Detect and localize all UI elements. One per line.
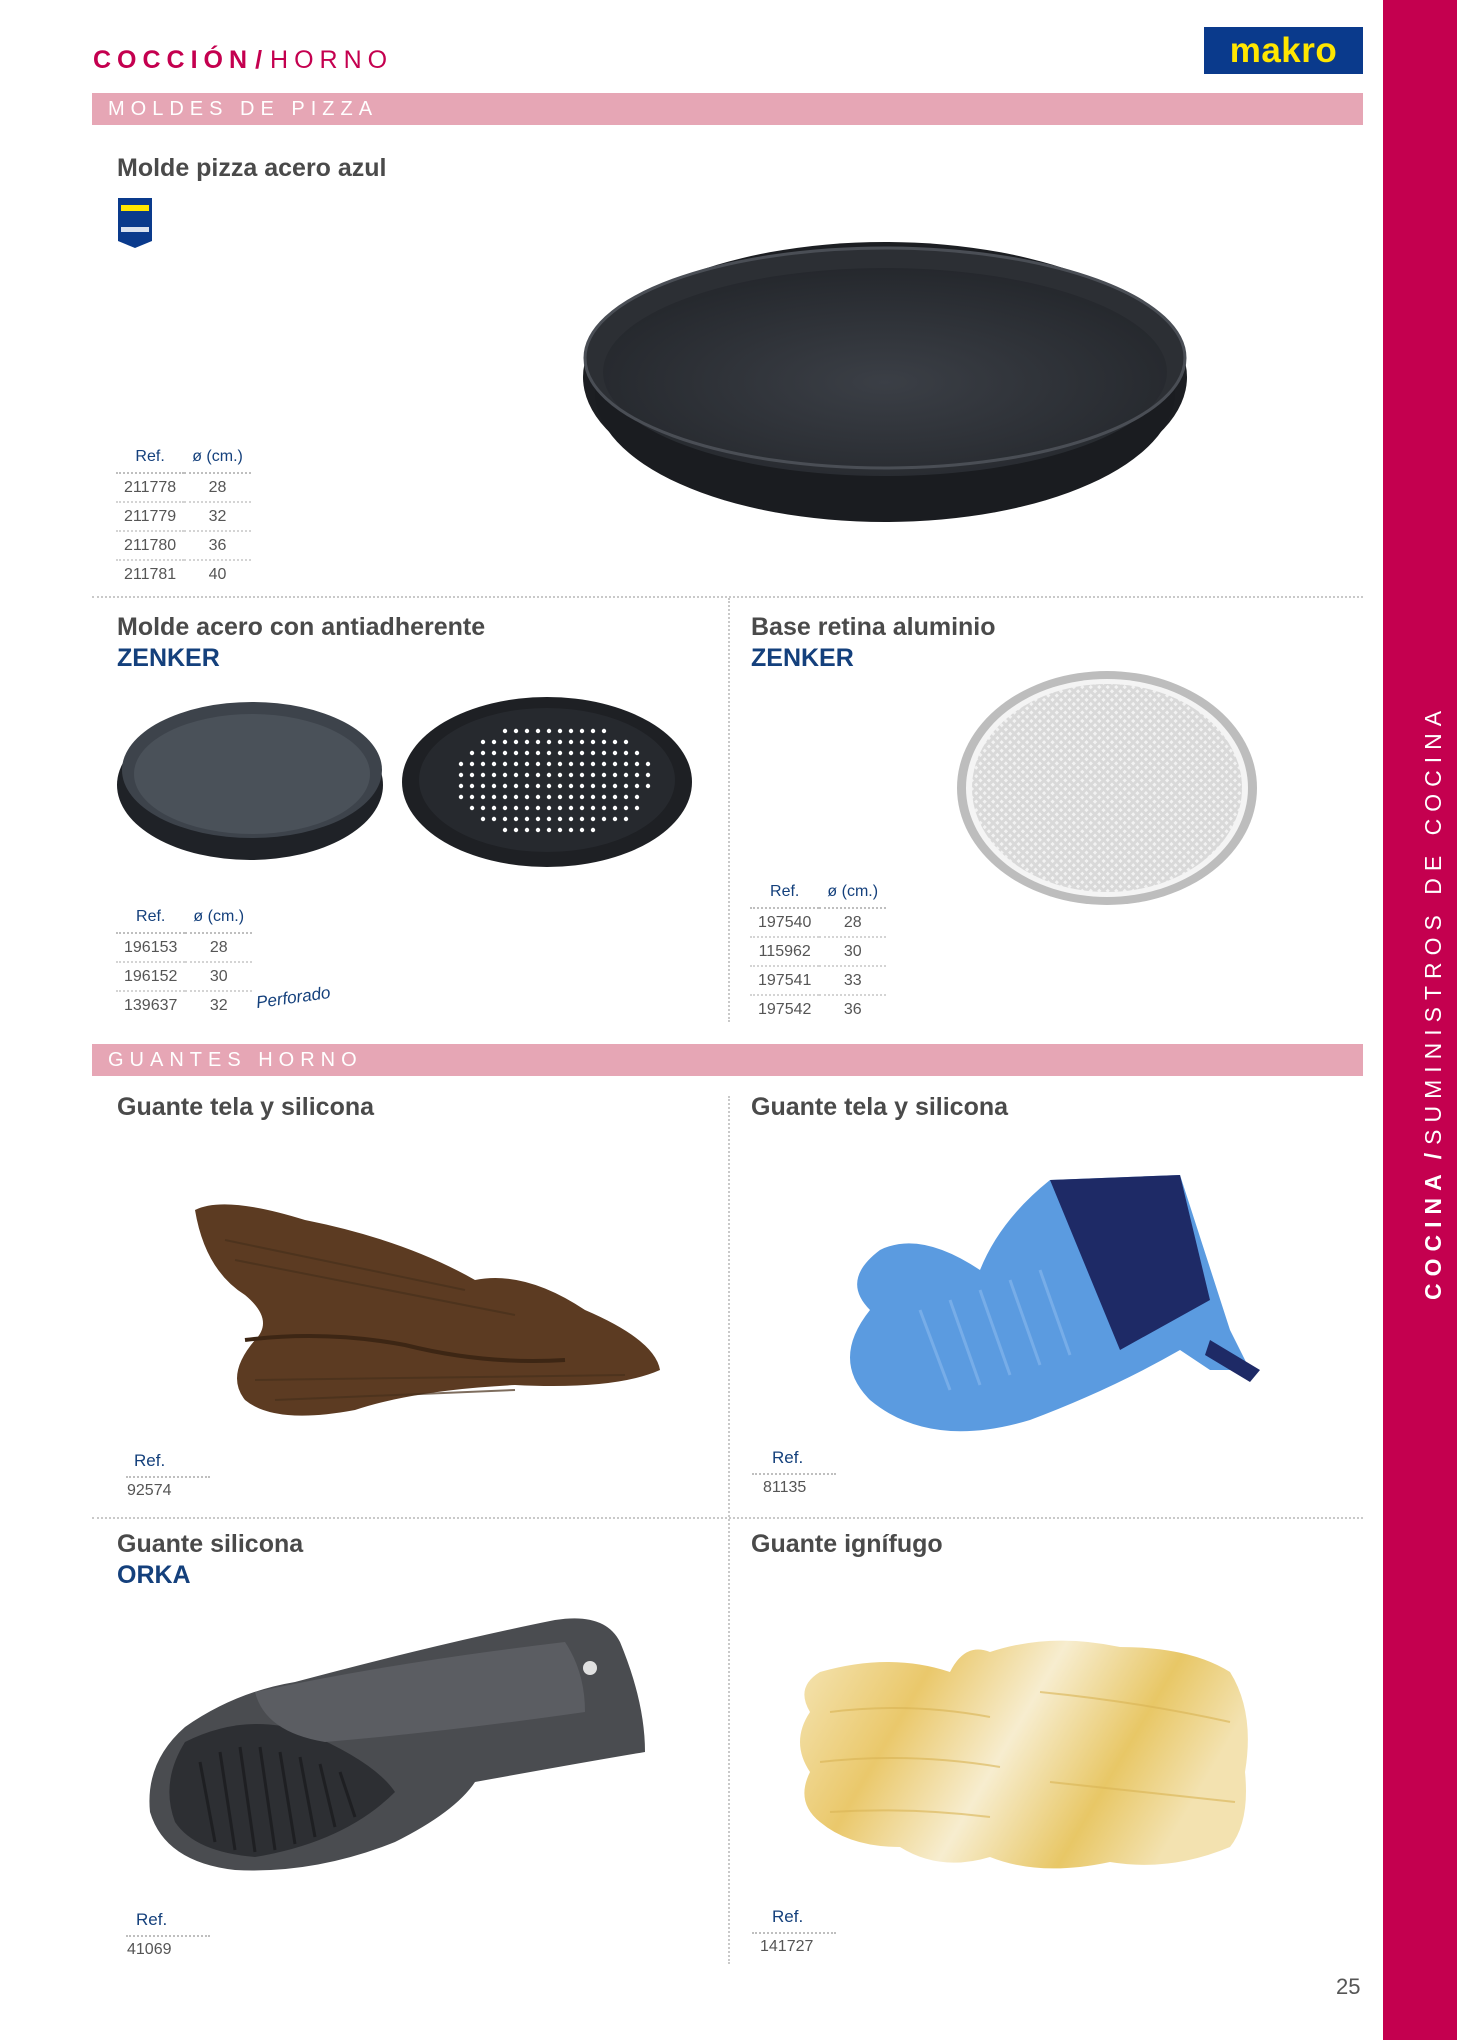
perforation-dot: [514, 729, 518, 733]
table-row: [116, 473, 251, 502]
perforation-dot: [580, 762, 584, 766]
side-bar-sub: SUMINISTROS DE COCINA: [1420, 703, 1446, 1145]
perforation-dot: [569, 806, 573, 810]
perforation-dot: [459, 784, 463, 788]
perforation-dot: [536, 751, 540, 755]
perforation-dot: [536, 740, 540, 744]
table-row: [116, 502, 251, 531]
perforation-dot: [624, 806, 628, 810]
col-diameter: ø (cm.): [819, 879, 886, 908]
divider: [126, 1935, 210, 1937]
perforation-dot: [536, 773, 540, 777]
perforation-dot: [525, 773, 529, 777]
perforation-dot: [503, 806, 507, 810]
perforation-dot: [646, 762, 650, 766]
perforation-dot: [569, 762, 573, 766]
perforation-dot: [602, 751, 606, 755]
ref-table-molde-antiadherente: [116, 904, 252, 1019]
perforation-dot: [503, 740, 507, 744]
perforation-dot: [492, 806, 496, 810]
perforation-dot: [580, 806, 584, 810]
perforation-dot: [580, 729, 584, 733]
product-title-molde-pizza: Molde pizza acero azul: [117, 154, 387, 182]
perforation-dot: [514, 817, 518, 821]
perforation-dot: [613, 784, 617, 788]
perforado-note: Perforado: [254, 982, 332, 1013]
perforation-dot: [481, 773, 485, 777]
perforation-dot: [558, 740, 562, 744]
perforation-dot: [547, 751, 551, 755]
side-bar-label: [1420, 704, 1447, 1300]
perforation-dot: [580, 784, 584, 788]
table-row: [750, 908, 886, 937]
perforation-dot: [613, 795, 617, 799]
diameter-cell: 40: [208, 565, 227, 583]
diameter-cell: 33: [819, 966, 886, 995]
perforation-dot: [580, 795, 584, 799]
perforation-dot: [580, 828, 584, 832]
perforation-dot: [536, 762, 540, 766]
perforation-dot: [481, 740, 485, 744]
perforation-dot: [635, 795, 639, 799]
product-title-base-retina: Base retina aluminio: [751, 613, 996, 641]
perforation-dot: [591, 828, 595, 832]
brand-zenker: ZENKER: [751, 644, 854, 672]
ref-label: Ref.: [772, 1448, 804, 1467]
ref-label: Ref.: [772, 1907, 804, 1926]
ref-cell: 196152: [116, 962, 185, 991]
product-title-guante-tela-2: Guante tela y silicona: [751, 1093, 1009, 1121]
perforation-dot: [580, 751, 584, 755]
product-title-guante-tela-1: Guante tela y silicona: [117, 1093, 375, 1121]
aluminium-screen-image: [955, 668, 1260, 908]
perforation-dot: [602, 762, 606, 766]
ref-value: 141727: [760, 1938, 814, 1955]
table-row: [116, 962, 252, 991]
perforation-dot: [558, 762, 562, 766]
perforation-dot: [481, 784, 485, 788]
perforation-dot: [536, 817, 540, 821]
perforation-dot: [569, 817, 573, 821]
perforation-dot: [591, 740, 595, 744]
perforation-dot: [514, 762, 518, 766]
ref-table-molde-pizza: [116, 444, 251, 588]
perforation-dot: [492, 795, 496, 799]
diameter-cell: 28: [819, 908, 886, 937]
perforation-dot: [613, 806, 617, 810]
perforation-dot: [591, 806, 595, 810]
brand-zenker: ZENKER: [117, 644, 220, 672]
table-row: [116, 991, 252, 1019]
perforation-dot: [624, 751, 628, 755]
perforation-dot: [635, 806, 639, 810]
perforation-dot: [646, 784, 650, 788]
perforation-dot: [503, 729, 507, 733]
brown-oven-mitt-image: [185, 1200, 665, 1425]
perforation-dot: [547, 817, 551, 821]
ref-cell: 211779: [116, 502, 184, 531]
ref-label: Ref.: [134, 1451, 166, 1470]
divider: [752, 1473, 836, 1475]
side-bar-main: COCINA: [1420, 1167, 1446, 1300]
perforation-dot: [602, 773, 606, 777]
blue-silicone-mitt-image: [810, 1160, 1330, 1460]
ref-cell: 211778: [116, 473, 184, 502]
perforation-dot: [569, 795, 573, 799]
perforation-dot: [558, 773, 562, 777]
perforation-dot: [591, 773, 595, 777]
section-band-pizza: MOLDES DE PIZZA: [92, 93, 1363, 125]
perforation-dot: [547, 740, 551, 744]
perforation-dot: [635, 773, 639, 777]
perforation-dot: [591, 817, 595, 821]
perforation-dot: [514, 784, 518, 788]
product-title-molde-antiadherente: Molde acero con antiadherente: [117, 613, 486, 641]
perforation-dot: [481, 817, 485, 821]
perforation-dot: [613, 751, 617, 755]
perforation-dot: [470, 762, 474, 766]
table-row: [116, 531, 251, 560]
perforation-dot: [558, 729, 562, 733]
col-ref: Ref.: [116, 444, 184, 473]
perforation-dot: [558, 795, 562, 799]
perforation-dot: [514, 740, 518, 744]
perforation-dot: [503, 773, 507, 777]
section-band-gloves: GUANTES HORNO: [92, 1044, 1363, 1076]
perforation-dot: [459, 795, 463, 799]
perforation-dot: [536, 784, 540, 788]
perforation-dot: [470, 773, 474, 777]
heading-category: COCCIÓN: [93, 46, 254, 74]
perforation-dot: [635, 762, 639, 766]
ref-cell: 197542: [758, 1000, 812, 1018]
perforation-dot: [613, 773, 617, 777]
perforation-dot: [624, 817, 628, 821]
perforation-dot: [558, 806, 562, 810]
perforation-dot: [503, 762, 507, 766]
table-row: [750, 995, 886, 1023]
heat-resistant-glove-image: [790, 1632, 1255, 1882]
perforation-dot: [481, 762, 485, 766]
table-row: [750, 966, 886, 995]
perforation-dot: [602, 729, 606, 733]
ref-cell: 197541: [750, 966, 819, 995]
ref-table-base-retina: [750, 879, 886, 1023]
perforation-dot: [525, 729, 529, 733]
diameter-cell: 30: [819, 937, 886, 966]
side-bar-separator: /: [1420, 1152, 1446, 1160]
metro-professional-badge-icon: [117, 197, 153, 249]
heading-subcategory: HORNO: [270, 46, 394, 74]
page-number: 25: [1336, 1974, 1361, 1999]
perforation-dot: [558, 828, 562, 832]
col-diameter: ø (cm.): [184, 444, 251, 473]
perforation-dot: [514, 751, 518, 755]
perforation-dot: [492, 762, 496, 766]
perforation-dot: [536, 795, 540, 799]
perforation-dot: [624, 795, 628, 799]
perforation-dot: [536, 806, 540, 810]
perforation-dot: [591, 751, 595, 755]
ref-label: Ref.: [136, 1910, 168, 1929]
perforation-dot: [503, 784, 507, 788]
perforation-dot: [591, 795, 595, 799]
perforation-dot: [613, 762, 617, 766]
table-row: [116, 933, 252, 962]
perforation-dot: [602, 795, 606, 799]
perforation-dot: [635, 751, 639, 755]
perforation-dot: [602, 817, 606, 821]
perforation-dot: [580, 817, 584, 821]
ref-cell: 211781: [124, 565, 177, 583]
perforation-dot: [547, 828, 551, 832]
diameter-cell: 32: [209, 996, 228, 1014]
divider: [728, 598, 730, 1022]
perforation-dot: [492, 784, 496, 788]
ref-value: 81135: [763, 1479, 807, 1496]
ref-cell: 197540: [750, 908, 819, 937]
ref-cell: 211780: [116, 531, 184, 560]
ref-cell: 196153: [116, 933, 185, 962]
perforation-dot: [547, 795, 551, 799]
divider: [752, 1932, 836, 1934]
perforation-dot: [602, 740, 606, 744]
perforation-dot: [558, 784, 562, 788]
perforation-dot: [569, 740, 573, 744]
perforation-dot: [470, 751, 474, 755]
perforation-dot: [635, 784, 639, 788]
perforation-dot: [525, 795, 529, 799]
perforation-dot: [503, 751, 507, 755]
perforation-dot: [492, 773, 496, 777]
perforation-dot: [481, 795, 485, 799]
perforation-dot: [470, 795, 474, 799]
nonstick-pans-image: [115, 690, 695, 875]
perforation-dot: [536, 828, 540, 832]
perforation-dot: [602, 806, 606, 810]
perforation-dot: [525, 828, 529, 832]
perforation-dot: [547, 806, 551, 810]
product-title-guante-ignifugo: Guante ignífugo: [751, 1530, 943, 1558]
perforation-dot: [525, 740, 529, 744]
perforation-dot: [613, 817, 617, 821]
col-ref: Ref.: [750, 879, 819, 908]
perforation-dot: [624, 740, 628, 744]
perforation-dot: [503, 817, 507, 821]
diameter-cell: 28: [184, 473, 251, 502]
perforation-dot: [459, 773, 463, 777]
page-heading: [93, 46, 393, 75]
col-diameter: ø (cm.): [185, 904, 252, 933]
perforation-dot: [525, 784, 529, 788]
heading-separator: /: [255, 46, 265, 74]
perforation-dot: [569, 751, 573, 755]
ref-cell: 115962: [750, 937, 819, 966]
diameter-cell: 36: [843, 1000, 862, 1018]
diameter-cell: 28: [185, 933, 252, 962]
perforation-dot: [514, 806, 518, 810]
perforation-dot: [624, 784, 628, 788]
diameter-cell: 30: [185, 962, 252, 991]
perforation-dot: [459, 762, 463, 766]
perforation-dot: [569, 828, 573, 832]
perforation-dot: [481, 751, 485, 755]
perforation-dot: [569, 729, 573, 733]
perforation-dot: [569, 773, 573, 777]
diameter-cell: 32: [184, 502, 251, 531]
perforation-dot: [514, 773, 518, 777]
perforation-dot: [514, 828, 518, 832]
perforation-dot: [492, 740, 496, 744]
ref-cell: 139637: [124, 996, 178, 1014]
divider: [126, 1476, 210, 1478]
perforation-dot: [591, 762, 595, 766]
perforation-dot: [602, 784, 606, 788]
perforation-dot: [569, 784, 573, 788]
col-ref: Ref.: [116, 904, 185, 933]
perforation-dot: [580, 740, 584, 744]
perforation-dot: [481, 806, 485, 810]
perforation-dot: [646, 773, 650, 777]
diameter-cell: 36: [184, 531, 251, 560]
pizza-pan-image: [575, 232, 1195, 532]
perforation-dot: [470, 784, 474, 788]
perforation-dot: [470, 806, 474, 810]
makro-logo: makro: [1204, 27, 1363, 74]
grey-silicone-mitt-image: [145, 1612, 655, 1877]
perforation-dot: [547, 773, 551, 777]
perforation-dot: [591, 729, 595, 733]
perforation-dot: [492, 817, 496, 821]
product-title-guante-silicona: Guante silicona: [117, 1530, 304, 1558]
perforation-dot: [525, 806, 529, 810]
perforation-dot: [624, 773, 628, 777]
divider: [92, 1517, 1363, 1519]
perforation-dot: [536, 729, 540, 733]
perforation-dot: [525, 817, 529, 821]
perforation-dot: [624, 762, 628, 766]
perforation-dot: [591, 784, 595, 788]
ref-value: 41069: [127, 1941, 172, 1958]
perforation-dot: [558, 817, 562, 821]
perforation-dot: [558, 751, 562, 755]
perforation-dot: [525, 762, 529, 766]
perforation-dot: [503, 795, 507, 799]
perforation-dot: [547, 729, 551, 733]
perforation-dot: [547, 762, 551, 766]
perforation-dot: [492, 751, 496, 755]
perforation-dot: [580, 773, 584, 777]
brand-orka: ORKA: [117, 1561, 191, 1589]
perforation-dot: [503, 828, 507, 832]
perforation-dot: [613, 740, 617, 744]
ref-value: 92574: [127, 1482, 172, 1499]
table-row: [750, 937, 886, 966]
perforation-dot: [525, 751, 529, 755]
perforation-dot: [514, 795, 518, 799]
perforation-dot: [547, 784, 551, 788]
table-row: [116, 560, 251, 588]
divider: [728, 1096, 730, 1964]
